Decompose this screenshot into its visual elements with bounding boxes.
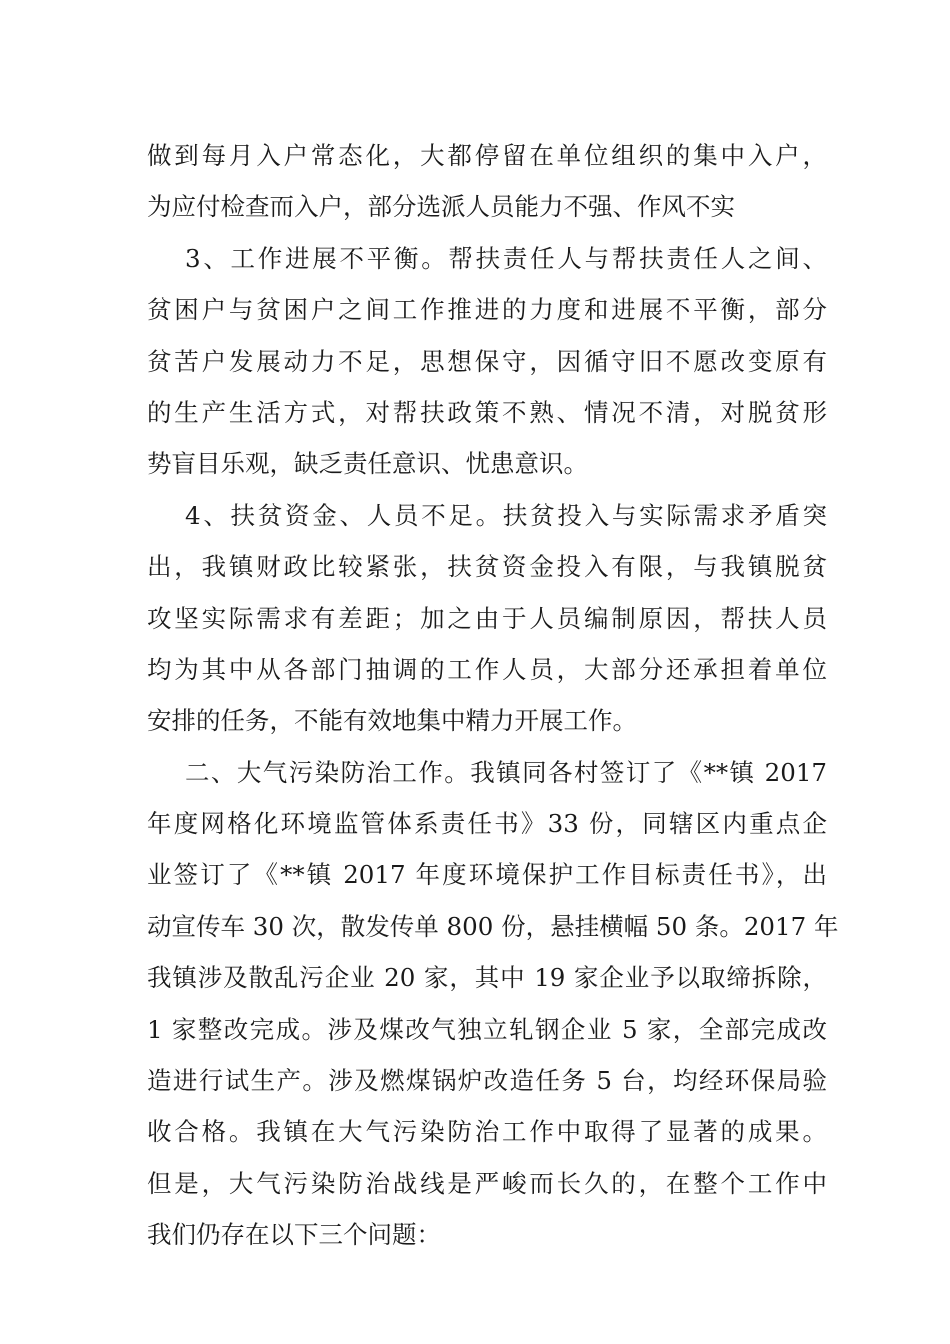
text-line: 贫困户与贫困户之间工作推进的力度和进展不平衡，部分 xyxy=(147,295,827,325)
text-line: 我镇涉及散乱污企业 20 家，其中 19 家企业予以取缔拆除， xyxy=(147,963,827,993)
text-line: 做到每月入户常态化，大都停留在单位组织的集中入户， xyxy=(147,141,827,170)
text-line: 业签订了《**镇 2017 年度环境保护工作目标责任书》，出 xyxy=(147,860,827,890)
text-line: 收合格。我镇在大气污染防治工作中取得了显著的成果。 xyxy=(147,1117,827,1147)
text-line: 出，我镇财政比较紧张，扶贫资金投入有限，与我镇脱贫 xyxy=(147,552,827,582)
text-line: 势盲目乐观，缺乏责任意识、忧患意识。 xyxy=(147,449,588,479)
text-line: 1 家整改完成。涉及煤改气独立轧钢企业 5 家，全部完成改 xyxy=(147,1014,827,1044)
text-line: 攻坚实际需求有差距；加之由于人员编制原因，帮扶人员 xyxy=(147,603,827,633)
text-line: 贫苦户发展动力不足，思想保守，因循守旧不愿改变原有 xyxy=(147,346,827,376)
text-line: 动宣传车 30 次，散发传单 800 份，悬挂横幅 50 条。2017 年 xyxy=(147,911,839,941)
text-line: 年度网格化环境监管体系责任书》33 份，同辖区内重点企 xyxy=(147,809,827,839)
text-line: 4、扶贫资金、人员不足。扶贫投入与实际需求矛盾突 xyxy=(185,500,827,530)
text-line: 造进行试生产。涉及燃煤锅炉改造任务 5 台，均经环保局验 xyxy=(147,1066,827,1096)
text-line: 的生产生活方式，对帮扶政策不熟、情况不清，对脱贫形 xyxy=(147,397,827,427)
text-line: 为应付检查而入户，部分选派人员能力不强、作风不实 xyxy=(147,192,735,222)
body-text xyxy=(147,130,839,1261)
text-line: 均为其中从各部门抽调的工作人员，大部分还承担着单位 xyxy=(147,654,827,684)
text-line: 但是，大气污染防治战线是严峻而长久的，在整个工作中 xyxy=(147,1168,827,1198)
text-line: 二、大气污染防治工作。我镇同各村签订了《**镇 2017 xyxy=(185,757,827,787)
text-line: 3、工作进展不平衡。帮扶责任人与帮扶责任人之间、 xyxy=(185,243,827,273)
text-line: 安排的任务，不能有效地集中精力开展工作。 xyxy=(147,706,637,736)
text-line: 我们仍存在以下三个问题： xyxy=(147,1220,441,1250)
